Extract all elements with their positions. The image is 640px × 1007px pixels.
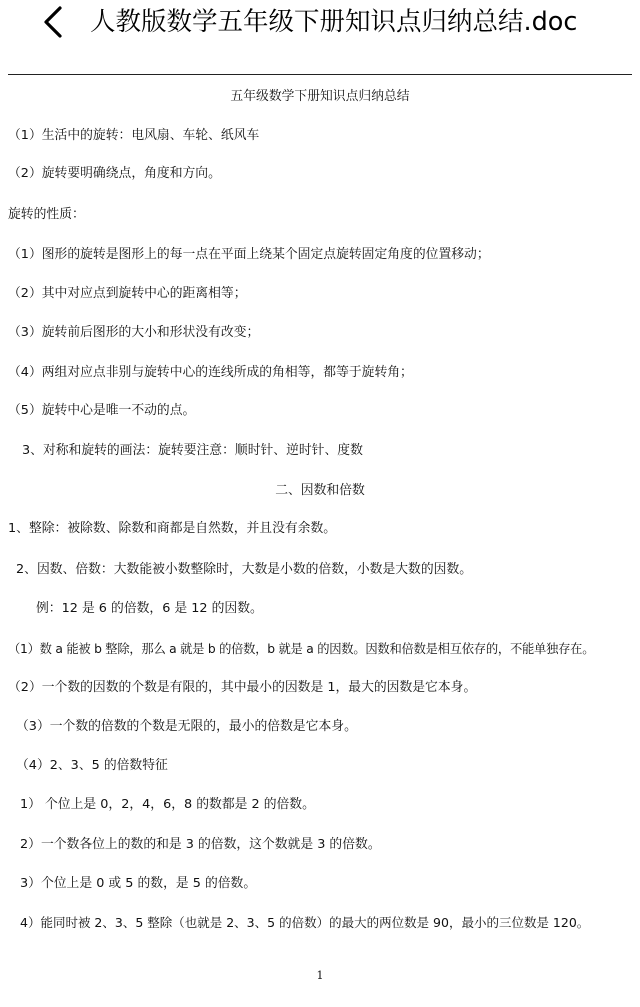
text-line: 3、对称和旋转的画法：旋转要注意：顺时针、逆时针、度数: [22, 443, 363, 458]
text-line: （2）一个数的因数的个数是有限的，其中最小的因数是 1，最大的因数是它本身。: [8, 680, 477, 695]
top-bar: [0, 0, 640, 46]
text-line: （1）生活中的旋转：电风扇、车轮、纸风车: [8, 128, 260, 143]
text-line: （5）旋转中心是唯一不动的点。: [8, 403, 196, 418]
text-line: 旋转的性质：: [8, 207, 85, 222]
text-line: 3）个位上是 0 或 5 的数，是 5 的倍数。: [20, 876, 257, 891]
text-line: （2）旋转要明确绕点，角度和方向。: [8, 166, 221, 181]
text-line: （4）2、3、5 的倍数特征: [16, 758, 168, 773]
text-line: （1）数 a 能被 b 整除，那么 a 就是 b 的倍数，b 就是 a 的因数。因数和倍数是相互依存的，不能单独存在。: [8, 642, 595, 656]
text-line: （3）一个数的倍数的个数是无限的，最小的倍数是它本身。: [16, 719, 357, 734]
document-title: 五年级数学下册知识点归纳总结: [230, 89, 410, 104]
section-title: 二、因数和倍数: [275, 483, 365, 498]
text-line: 2）一个数各位上的数的和是 3 的倍数，这个数就是 3 的倍数。: [20, 837, 381, 852]
text-line: 1、整除：被除数、除数和商都是自然数，并且没有余数。: [8, 521, 337, 536]
header-divider: [8, 74, 632, 75]
text-line: （3）旋转前后图形的大小和形状没有改变；: [8, 325, 260, 340]
text-line: （4）两组对应点非别与旋转中心的连线所成的角相等，都等于旋转角；: [8, 365, 413, 380]
document-filename-title: 人教版数学五年级下册知识点归纳总结.doc: [90, 7, 578, 37]
back-button[interactable]: [34, 2, 74, 42]
chevron-left-icon: [34, 2, 74, 42]
text-line: （2）其中对应点到旋转中心的距离相等；: [8, 286, 247, 301]
page-number: 1: [316, 969, 324, 982]
text-line: 1） 个位上是 0，2，4，6，8 的数都是 2 的倍数。: [20, 797, 315, 812]
text-line: （1）图形的旋转是图形上的每一点在平面上绕某个固定点旋转固定角度的位置移动；: [8, 247, 490, 262]
text-line: 4）能同时被 2、3、5 整除（也就是 2、3、5 的倍数）的最大的两位数是 90，最小的三位数是 120。: [20, 915, 590, 930]
text-line: 例：12 是 6 的倍数，6 是 12 的因数。: [36, 601, 263, 616]
text-line: 2、因数、倍数：大数能被小数整除时，大数是小数的倍数，小数是大数的因数。: [16, 562, 473, 577]
